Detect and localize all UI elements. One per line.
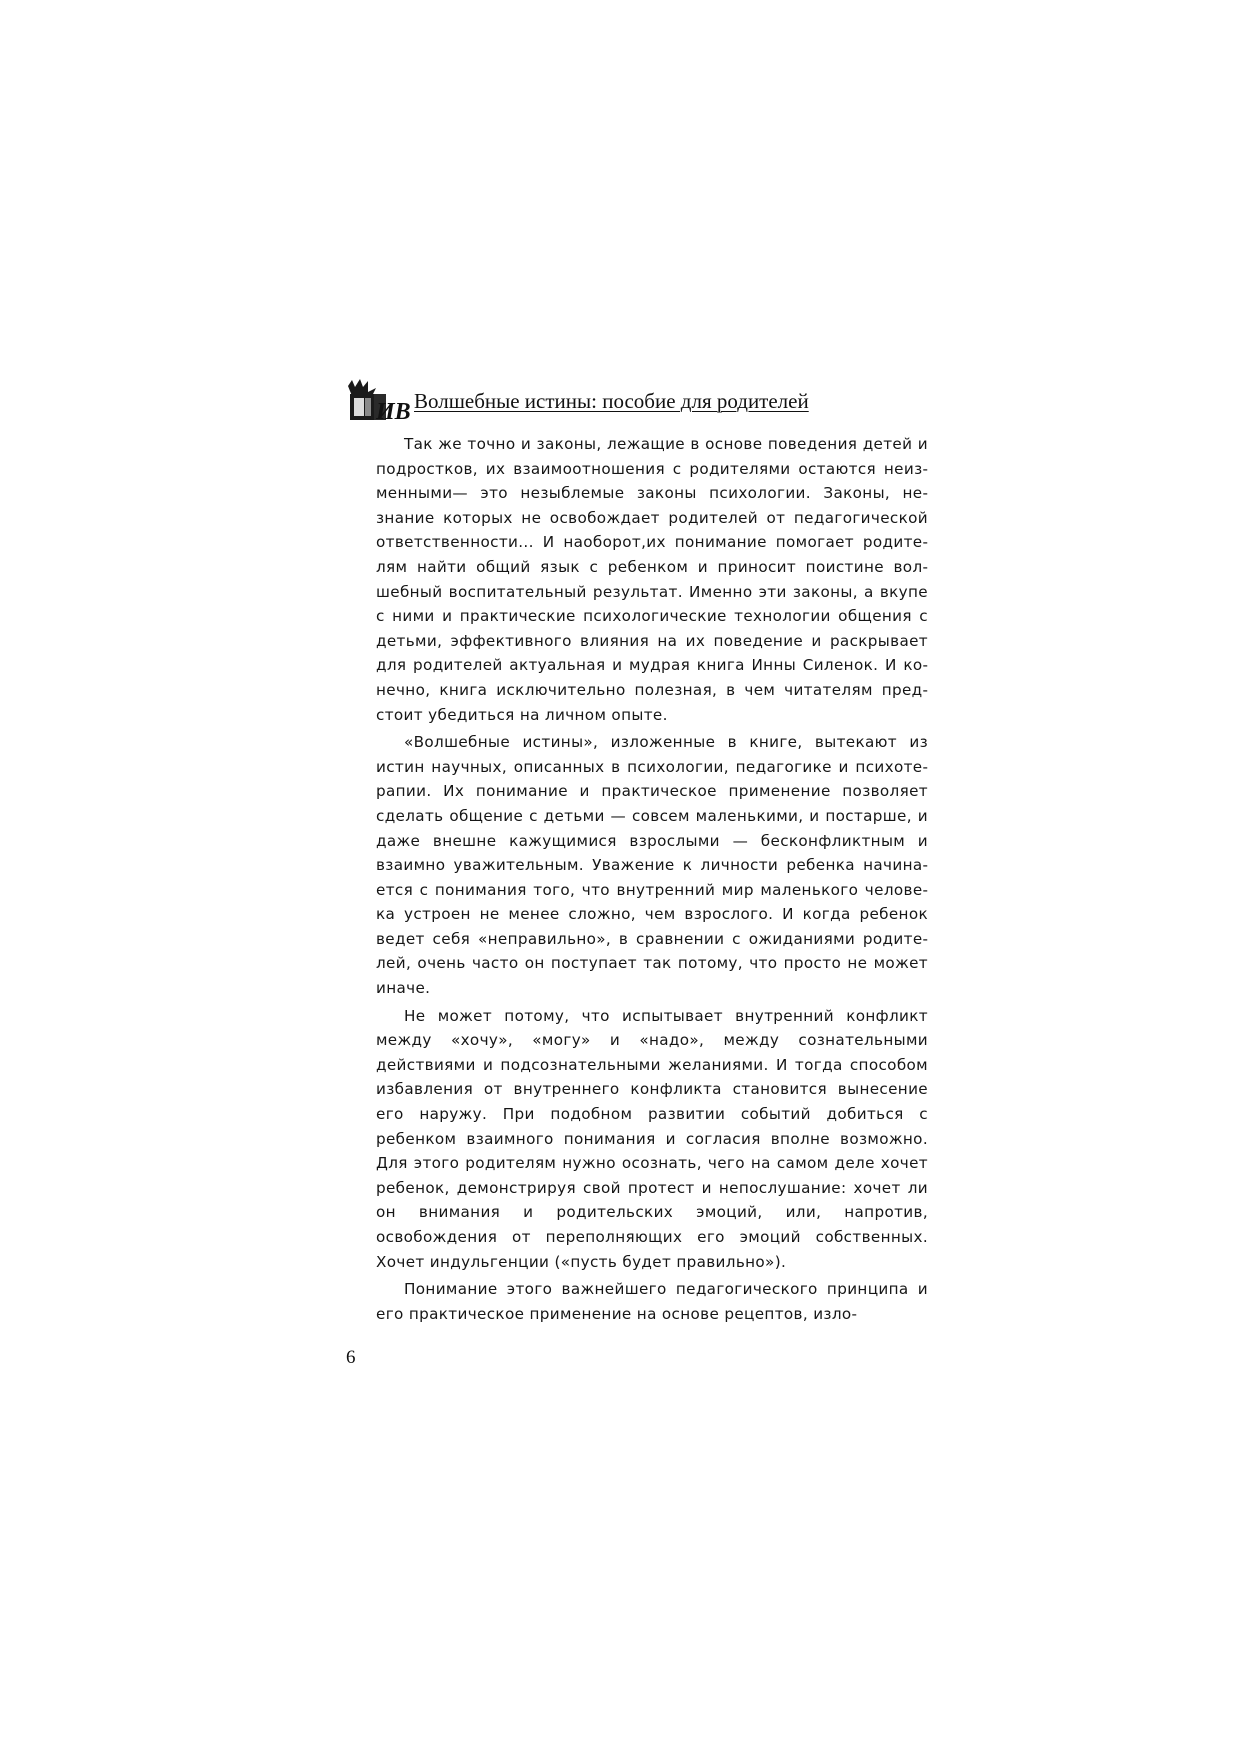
paragraph-4: Понимание этого важнейшего педагогического принципа и его практическое применение на основе рецептов, изло- xyxy=(376,1280,928,1323)
svg-text:ИВ xyxy=(375,399,411,422)
page-number: 6 xyxy=(346,1347,356,1368)
running-header xyxy=(346,378,816,422)
logo-letters: ИВ xyxy=(376,399,411,422)
paragraph-3: Не может потому, что испытывает внутренний конфликт между «хочу», «могу» и «надо», между сознательными действиями и подсознательными желаниями. И тогда способом избавления от внутреннего конфликта становится вынесение его наружу. При подобном развитии событий добиться с ребенком взаимного понимания и согласия вполне возможно. Для этого родителям нужно осознать, чего на самом деле хочет ребенок, демонстрируя свой протест и непослушание: хочет ли он внимания и родительских эмоций, или, напротив, освобождения от переполняющих его эмоций собственных. Хочет индульгенции («пусть будет правильно»). xyxy=(376,1006,928,1271)
publisher-logo xyxy=(346,378,416,422)
paragraph-2: «Волшебные истины», изложенные в книге, вытекают из истин научных, описанных в психологии, педагогике и психотерапии. Их понимание и практическое применение позволяет сделать общение с детьми — совсем маленькими, и постарше, и даже внешне кажущимися взрослыми — бесконфликтным и взаимно уважительным. Уважение к личности ребенка начинается с понимания того, что внутренний мир маленького человека устроен не менее сложно, чем взрослого. И когда ребенок ведет себя «неправильно», в сравнении с ожиданиями родителей, очень часто он поступает так потому, что просто не может иначе. xyxy=(376,733,928,998)
header-title: Волшебные истины: пособие для родителей xyxy=(414,389,809,413)
body-text xyxy=(376,432,928,1329)
paragraph-1: Так же точно и законы, лежащие в основе поведения детей и подростков, их взаимоотношения с родителями остаются неизменными— это незыблемые законы психологии. Законы, незнание которых не освобождает родителей от педагогической ответственности... И наоборот,их понимание помогает родителям найти общий язык с ребенком и приносит поистине волшебный воспитательный результат. Именно эти законы, а вкупе с ними и практические психологические технологии общения с детьми, эффективного влияния на их поведение и раскрывает для родителей актуальная и мудрая книга Инны Силенок. И конечно, книга исключительно полезная, в чем читателям предстоит убедиться на личном опыте. xyxy=(376,435,928,724)
